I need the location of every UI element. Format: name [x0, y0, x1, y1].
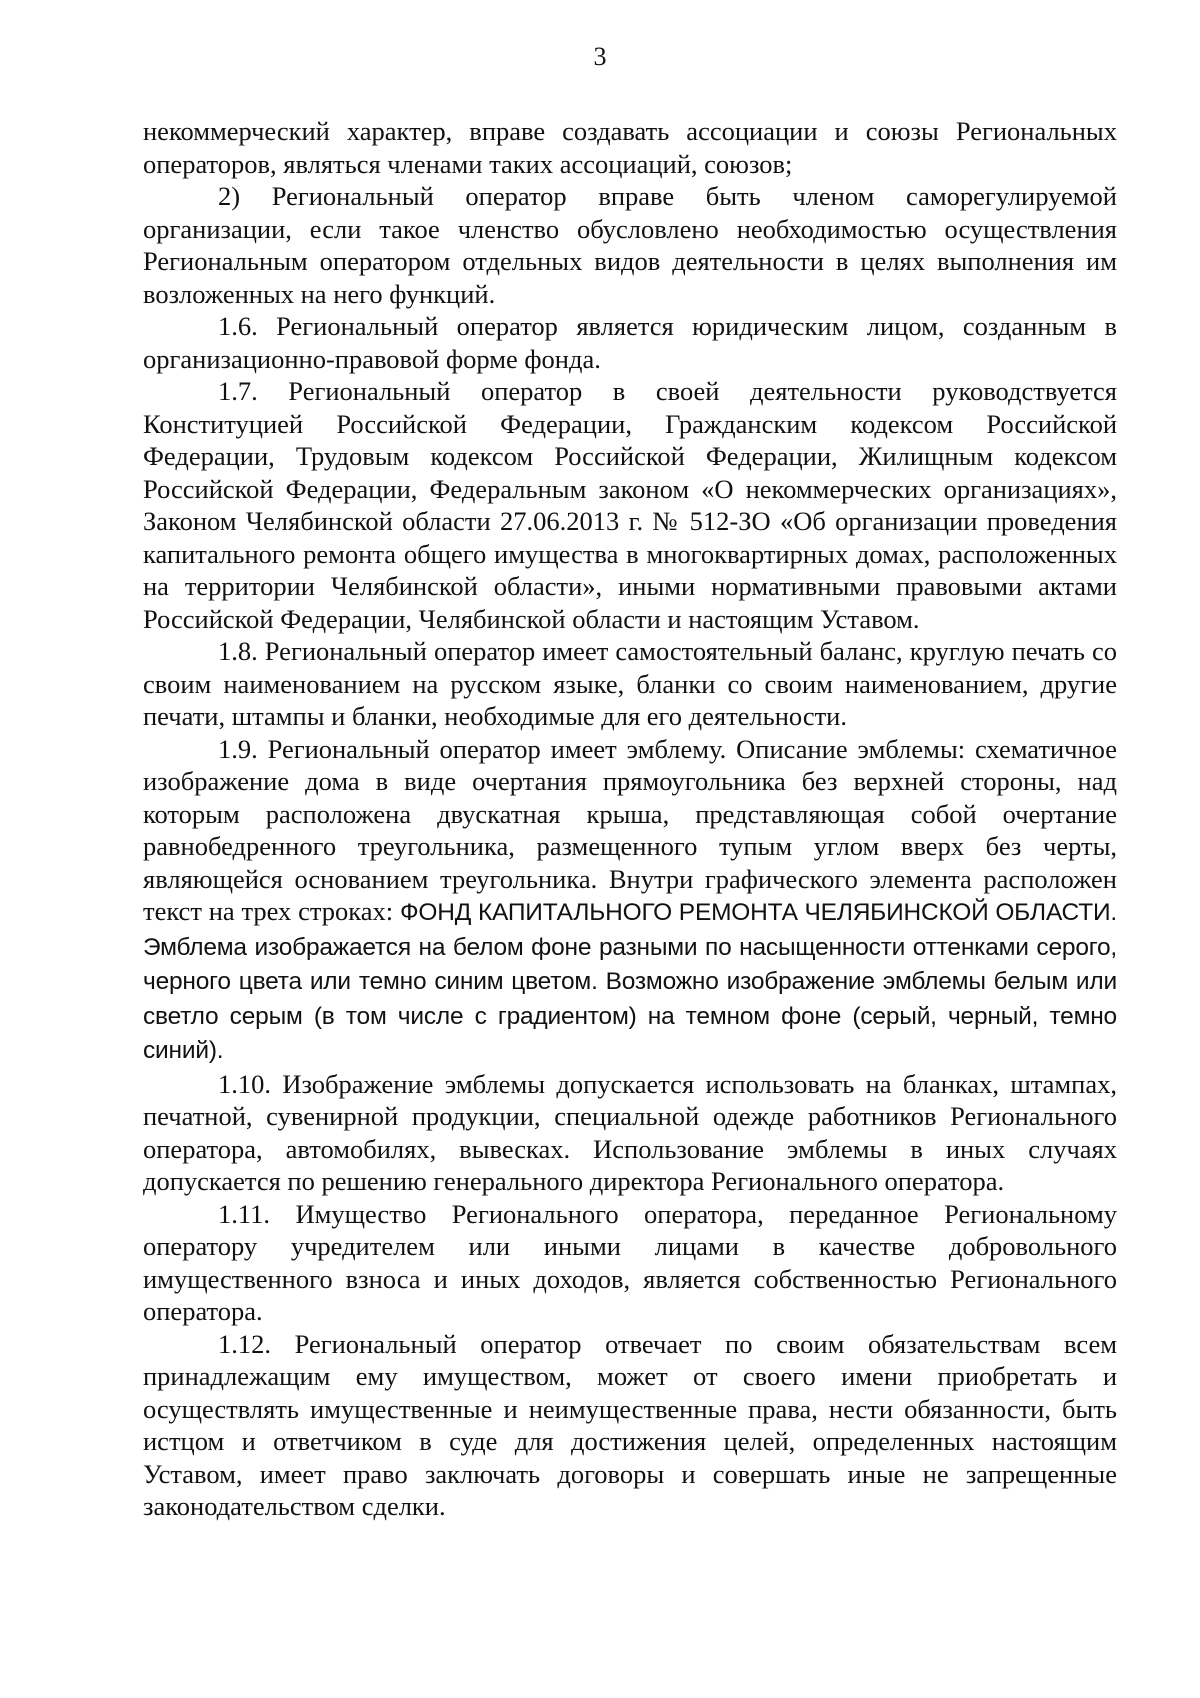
paragraph-1-12: 1.12. Региональный оператор отвечает по своим обязательствам всем принадлежащим ему имуществом, может от своего имени приобретать и осуществлять имущественные и неимущественные права, нести обязанности, быть истцом и ответчиком в суде для достижения целей, определенных настоящим Уставом, имеет право заключать договоры и совершать иные не запрещенные законодательством сделки.: [143, 1328, 1117, 1521]
paragraph-continuation: некоммерческий характер, вправе создавать ассоциации и союзы Региональных операторов, являться членами таких ассоциаций, союзов;: [143, 116, 1117, 179]
page-number: 3: [593, 42, 607, 71]
paragraph-1-10: 1.10. Изображение эмблемы допускается использовать на бланках, штампах, печатной, сувенирной продукции, специальной одежде работников Регионального оператора, автомобилях, вывесках. Использование эмблемы в иных случаях допускается по решению генерального директора Регионального оператора.: [143, 1068, 1117, 1196]
paragraph-1-6: 1.6. Региональный оператор является юридическим лицом, созданным в организационно-правовой форме фонда.: [143, 311, 1117, 374]
document-body: [143, 115, 1117, 1523]
paragraph-1-7: 1.7. Региональный оператор в своей деятельности руководствуется Конституцией Российской Федерации, Гражданским кодексом Российской Федерации, Трудовым кодексом Российской Федерации, Жилищным кодексом Российской Федерации, Федеральным законом «О некоммерческих организациях», Законом Челябинской области 27.06.2013 г. № 512-ЗО «Об организации проведения капитального ремонта общего имущества в многоквартирных домах, расположенных на территории Челябинской области», иными нормативными правовыми актами Российской Федерации, Челябинской области и настоящим Уставом.: [143, 376, 1117, 634]
emblem-description-text: 1.9. Региональный оператор имеет эмблему. Описание эмблемы: схематичное изображение дома в виде очертания прямоугольника без верхней стороны, над которым расположена двускатная крыша, представляющая собой очертание равнобедренного треугольника, размещенного тупым углом вверх без черты, являющейся основанием треугольника. Внутри графического элемента расположен текст на трех строках:: [143, 733, 1117, 926]
emblem-text-and-colors: ФОНД КАПИТАЛЬНОГО РЕМОНТА ЧЕЛЯБИНСКОЙ ОБЛАСТИ. Эмблема изображается на белом фоне разными по насыщенности оттенками серого, черного цвета или темно синим цветом. Возможно изображение эмблемы белым или светло серым (в том числе с градиентом) на темном фоне (серый, черный, темно синий).: [143, 899, 1118, 1064]
paragraph-1-9: [143, 733, 1117, 1068]
paragraph-2-membership: 2) Региональный оператор вправе быть членом саморегулируемой организации, если такое членство обусловлено необходимостью осуществления Региональным оператором отдельных видов деятельности в целях выполнения им возложенных на него функций.: [143, 181, 1117, 309]
paragraph-1-11: 1.11. Имущество Регионального оператора, переданное Региональному оператору учредителем или иными лицами в качестве добровольного имущественного взноса и иных доходов, является собственностью Регионального оператора.: [143, 1198, 1117, 1326]
paragraph-1-8: 1.8. Региональный оператор имеет самостоятельный баланс, круглую печать со своим наименованием на русском языке, бланки со своим наименованием, другие печати, штампы и бланки, необходимые для его деятельности.: [143, 636, 1117, 731]
